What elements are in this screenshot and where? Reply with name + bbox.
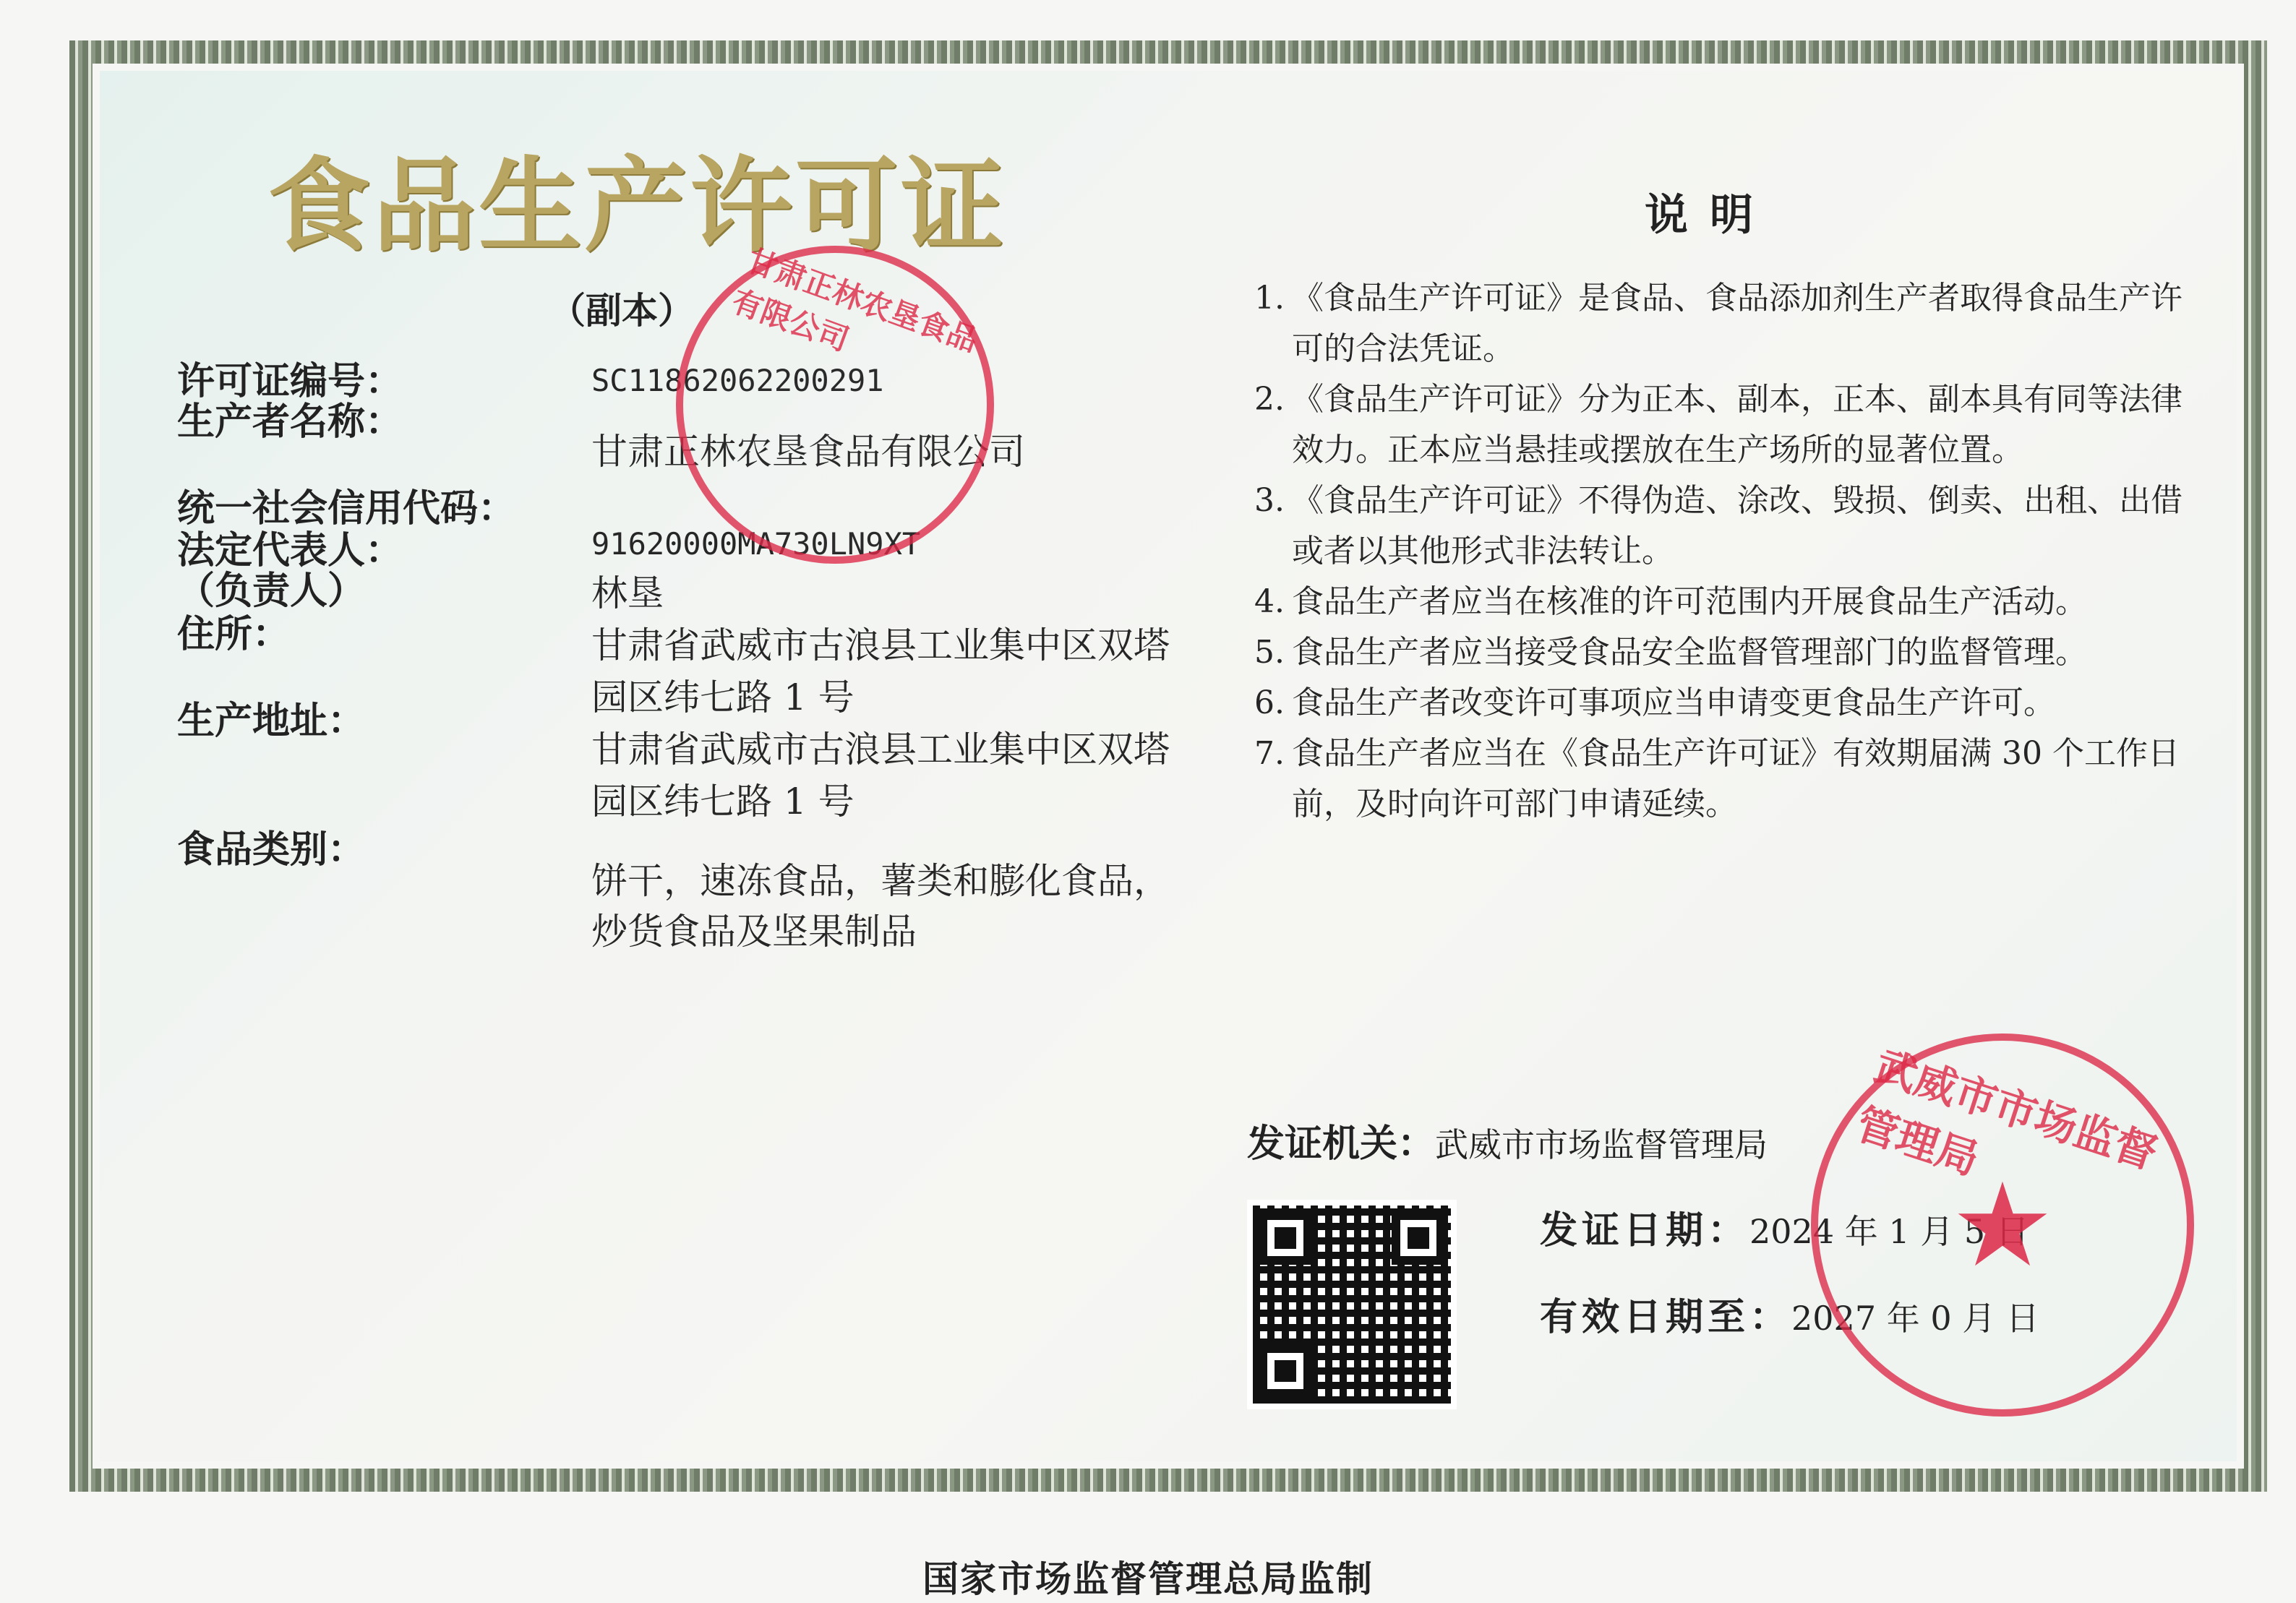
note-number: 1.	[1254, 280, 1285, 317]
star-icon: ★	[1950, 1157, 2055, 1293]
qr-finder-pattern	[1259, 1344, 1312, 1398]
company-seal	[676, 242, 994, 564]
note-item-7	[1254, 729, 2187, 830]
issuer-value: 武威市市场监督管理局	[1435, 1125, 1768, 1164]
food-category-line-2: 炒货食品及坚果制品	[591, 911, 917, 953]
credit-code-label: 统一社会信用代码：	[177, 486, 516, 530]
note-number: 4.	[1254, 583, 1285, 620]
issuer-label: 发证机关：	[1247, 1122, 1436, 1166]
note-item-5	[1254, 627, 2187, 678]
market-seal-text: 武威市市场监督管理局	[1850, 1041, 2164, 1185]
residence-line-1: 甘肃省武威市古浪县工业集中区双塔	[591, 624, 1170, 666]
issuer-row	[1247, 1113, 1768, 1167]
note-item-4	[1254, 577, 2187, 627]
note-text: 《食品生产许可证》是食品、食品添加剂生产者取得食品生产许可的合法凭证。	[1292, 280, 2183, 367]
footer-supervision-text: 国家市场监督管理总局监制	[922, 1557, 1374, 1600]
certificate-title: 食品生产许可证	[267, 146, 1006, 266]
note-text: 食品生产者应当在《食品生产许可证》有效期届满 30 个工作日前，及时向许可部门申请延续。	[1292, 735, 2180, 822]
note-item-6	[1254, 678, 2187, 729]
note-text: 食品生产者应当接受食品安全监督管理部门的监督管理。	[1292, 634, 2087, 671]
issue-date-label: 发证日期：	[1540, 1208, 1750, 1252]
notes-title: 说明	[1645, 190, 1775, 241]
note-number: 5.	[1254, 634, 1285, 671]
note-text: 《食品生产许可证》不得伪造、涂改、毁损、倒卖、出租、出借或者以其他形式非法转让。	[1292, 482, 2183, 570]
residence-label: 住所：	[177, 612, 291, 656]
residence-line-2: 园区纬七路 1 号	[591, 676, 854, 718]
license-no-label: 许可证编号：	[177, 359, 403, 403]
note-text: 食品生产者应当在核准的许可范围内开展食品生产活动。	[1292, 583, 2087, 620]
producer-label: 生产者名称：	[177, 400, 403, 444]
qr-code	[1247, 1200, 1457, 1409]
qr-finder-pattern	[1392, 1211, 1445, 1265]
production-address-label: 生产地址：	[177, 699, 366, 743]
note-text: 食品生产者改变许可事项应当申请变更食品生产许可。	[1292, 684, 2055, 721]
valid-until-value: 2027 年 0 月 日	[1791, 1299, 2039, 1338]
copy-type-label: （副本）	[549, 289, 694, 332]
food-category-label: 食品类别：	[177, 828, 366, 872]
note-number: 2.	[1254, 381, 1285, 418]
legal-rep: 林垦	[591, 572, 664, 614]
credit-code: 91620000MA730LN9XT	[591, 526, 921, 562]
qr-finder-pattern	[1259, 1211, 1312, 1265]
note-item-3	[1254, 476, 2187, 577]
note-item-1	[1254, 273, 2187, 374]
note-number: 6.	[1254, 684, 1285, 721]
company-seal-text: 甘肃正林农垦食品有限公司	[727, 242, 983, 359]
license-no: SC11862062200291	[591, 363, 884, 398]
note-item-2	[1254, 374, 2187, 476]
issue-date-value: 2024 年 1 月 5 日	[1749, 1212, 2029, 1251]
note-number: 7.	[1254, 735, 1285, 772]
note-number: 3.	[1254, 482, 1285, 519]
legal-rep-label: 法定代表人：	[177, 528, 403, 572]
notes-list	[1254, 273, 2187, 830]
food-category-line-1: 饼干，速冻食品，薯类和膨化食品，	[591, 860, 1170, 902]
production-address-line-1: 甘肃省武威市古浪县工业集中区双塔	[591, 729, 1170, 770]
note-text: 《食品生产许可证》分为正本、副本，正本、副本具有同等法律效力。正本应当悬挂或摆放在生产场所的显著位置。	[1292, 381, 2183, 468]
legal-rep-sub-label: （负责人）	[177, 569, 366, 613]
producer-name: 甘肃正林农垦食品有限公司	[591, 431, 1025, 473]
production-address-line-2: 园区纬七路 1 号	[591, 781, 854, 822]
valid-until-label: 有效日期至：	[1540, 1295, 1792, 1339]
market-supervision-seal	[1811, 1033, 2194, 1417]
